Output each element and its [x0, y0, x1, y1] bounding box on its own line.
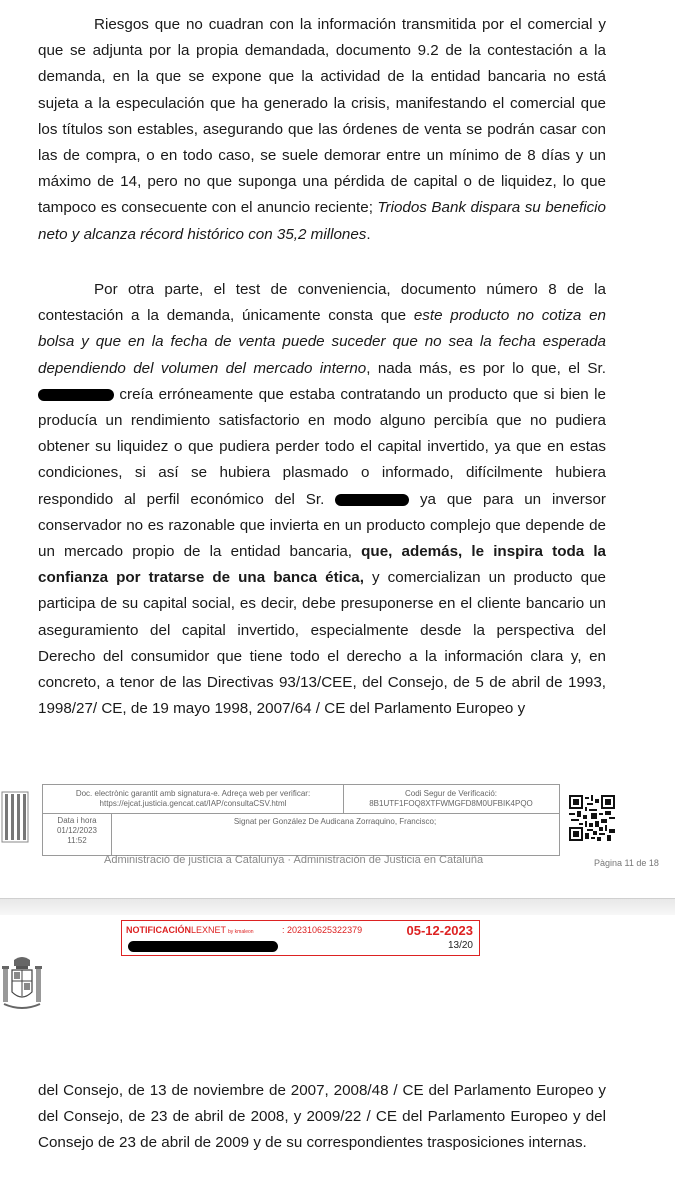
time-value: 11:52 [67, 836, 87, 845]
verification-url-cell [43, 789, 343, 809]
paragraph-2-text-c: creía erróneamente que estaba contratando un producto que si bien le producía un rendimiento satisfactorio en modo alguno percibía que no pudiera obtener su liquidez o que pudiera perder todo el capital invertido, ya que en estas condiciones, si así se hubiera plasmado o informado, difícilmente hubiera respondido al perfil económico del Sr. [38, 385, 606, 508]
lexnet-date: 05-12-2023 [406, 923, 473, 938]
qr-code-icon [569, 795, 615, 841]
paragraph-1-end: . [366, 225, 371, 243]
paragraph-2-quote: este producto no cotiza en bolsa y que en la fecha de venta puede suceder que no sea la fecha esperada dependiendo del volumen del mercado interno [38, 307, 607, 377]
csv-label: Codi Segur de Verificació: [404, 789, 498, 798]
redaction-name-1 [38, 389, 114, 401]
redaction-lexnet [128, 941, 278, 952]
paragraph-2-text-a: Por otra parte, el test de conveniencia, documento número 8 de la contestación a la demanda, únicamente consta que [38, 281, 606, 325]
lexnet-label: NOTIFICACIÓNLEXNET by kmaleon [126, 925, 254, 935]
administration-line: Administració de justícia a Catalunya · Administración de Justicia en Cataluña [104, 854, 484, 866]
signed-by: Signat per González De Audicana Zorraquino, Francisco; [233, 817, 437, 826]
paragraph-2-bold: que, además, le inspira toda la confianza por tratarse de una banca ética, [38, 543, 606, 587]
verification-box [42, 784, 560, 856]
date-label: Data i hora [57, 816, 97, 825]
redaction-name-2 [335, 494, 409, 506]
lexnet-stamp [121, 920, 480, 956]
paragraph-2-text-e: y comercializan un producto que participa de su capital social, es decir, debe presuponerse en el cliente bancario un aseguramiento del capital invertido, especialmente desde la perspectiva del Derecho del consumidor que tiene todo el derecho a la información clara y, en concreto, a tenor de las Directivas 93/13/CEE, del Consejo, de 5 de abril de 1993, 1998/27/ CE, de 19 mayo 1998, 2007/64 / CE del Parlamento Europeo y [38, 569, 606, 718]
paragraph-3-text: del Consejo, de 13 de noviembre de 2007, 2008/48 / CE del Parlamento Europeo y del Consejo, de 23 de abril de 2008, y 2009/22 / CE del Parlamento Europeo y del Consejo de 23 de abril de 2009 y de su correspondientes trasposiciones internas. [38, 1082, 606, 1152]
signature-cell [111, 817, 559, 827]
date-value: 01/12/2023 [56, 826, 98, 835]
verification-label: Doc. electrònic garantit amb signatura-e. Adreça web per verificar: [75, 789, 311, 798]
paragraph-2-text-b: , nada más, es por lo que, el Sr. [366, 359, 606, 377]
paragraph-1 [38, 12, 606, 248]
paragraph-2 [38, 277, 606, 722]
lexnet-code: : 202310625322379 [282, 925, 363, 935]
catalonia-crest-icon [0, 790, 30, 844]
verification-url[interactable]: https://ejcat.justicia.gencat.cat/IAP/consultaCSV.html [99, 799, 287, 808]
spain-crest-icon [0, 954, 44, 1018]
csv-code: 8B1UTF1FOQ8XTFWMGFD8M0UFBIK4PQO [369, 799, 533, 808]
paragraph-1-text: Riesgos que no cuadran con la información transmitida por el comercial y que se adjunta por la propia demandada, documento 9.2 de la contestación a la demanda, en la que se expone que la actividad de la entidad bancaria no está sujeta a la especulación que ha generado la crisis, manifestando el comercial que los títulos son estables, asegurando que las órdenes de venta se podrán casar con las de compra, o en todo caso, se suele demorar entre un mínimo de 8 días y un máximo de 14, pero no que suponga una pérdida de capital o de liquidez, lo que tampoco es consecuente con el anuncio reciente; [38, 16, 606, 217]
paragraph-2-text-d: ya que para un inversor conservador no es razonable que invierta en un producto complejo que depende de un mercado propio de la entidad bancaria, [38, 490, 606, 561]
lexnet-pages: 13/20 [447, 940, 473, 951]
page-number: Pàgina 11 de 18 [594, 858, 659, 868]
csv-cell [343, 789, 559, 809]
paragraph-1-quote: Triodos Bank dispara su beneficio neto y alcanza récord histórico con 35,2 millones [38, 199, 607, 243]
paragraph-3 [38, 1078, 606, 1157]
date-cell [43, 816, 111, 846]
page-separator [0, 898, 675, 915]
